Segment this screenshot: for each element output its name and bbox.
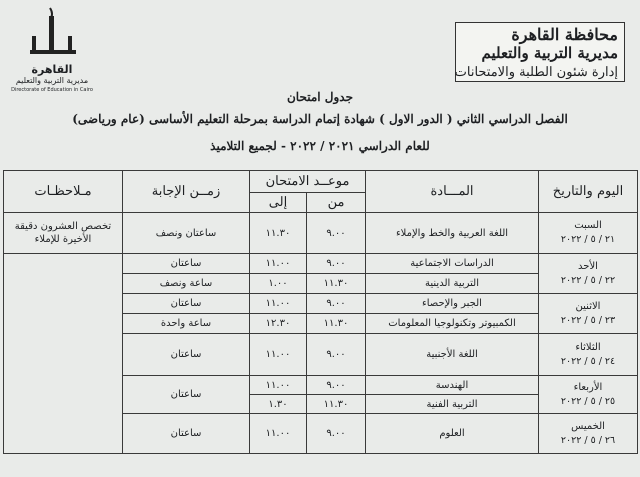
logo-emblem-icon xyxy=(22,6,82,64)
table-row xyxy=(4,213,638,254)
header-day-date: اليوم والتاريخ xyxy=(539,171,638,213)
to-cell: ١.٠٠ xyxy=(250,274,307,294)
subject-cell: الهندسة xyxy=(366,376,539,395)
exam-schedule-table xyxy=(3,170,638,454)
from-cell: ١١.٣٠ xyxy=(307,314,366,334)
schedule-title: جدول امتحان xyxy=(286,90,353,104)
logo-english: Directorate of Education in Cairo xyxy=(11,87,93,93)
header-exam-time: موعــد الامتحان xyxy=(250,171,366,193)
subject-cell: الجبر والإحصاء xyxy=(366,294,539,314)
header-notes: مـلاحظـات xyxy=(4,171,123,213)
to-cell: ١١.٠٠ xyxy=(250,254,307,274)
subject-cell: التربية الدينية xyxy=(366,274,539,294)
to-cell: ١.٣٠ xyxy=(250,395,307,414)
department-name: إدارة شئون الطلبة والامتحانات xyxy=(454,65,618,80)
duration-cell: ساعتان ونصف xyxy=(123,213,250,254)
exam-date: ٢١ / ٥ / ٢٠٢٢ xyxy=(560,234,616,245)
day-cell-thursday xyxy=(539,414,638,454)
day-name: الأحد xyxy=(578,260,598,272)
subject-cell: التربية الفنية xyxy=(366,395,539,414)
duration-cell: ساعة ونصف xyxy=(123,274,250,294)
header-duration: زمــن الإجابة xyxy=(123,171,250,213)
to-cell: ١١.٠٠ xyxy=(250,334,307,376)
exam-date: ٢٤ / ٥ / ٢٠٢٢ xyxy=(560,355,616,367)
subject-cell: اللغة الأجنبية xyxy=(366,334,539,376)
header-subject: المـــادة xyxy=(366,171,539,213)
table-row xyxy=(4,254,638,274)
directorate-name: مديرية التربية والتعليم xyxy=(481,44,618,62)
school-year: للعام الدراسي ٢٠٢١ / ٢٠٢٢ - لجميع التلاميذ xyxy=(210,139,430,153)
from-cell: ٩.٠٠ xyxy=(307,414,366,454)
day-cell-monday xyxy=(539,294,638,334)
logo-title: القاهرة xyxy=(31,63,73,76)
from-cell: ١١.٣٠ xyxy=(307,274,366,294)
subject-cell: الكمبيوتر وتكنولوجيا المعلومات xyxy=(366,314,539,334)
day-name: الخميس xyxy=(571,420,605,432)
from-cell: ١١.٣٠ xyxy=(307,395,366,414)
duration-cell: ساعتان xyxy=(123,334,250,376)
exam-date: ٢٥ / ٥ / ٢٠٢٢ xyxy=(560,395,616,407)
duration-cell: ساعتان xyxy=(123,254,250,274)
to-cell: ١١.٠٠ xyxy=(250,414,307,454)
day-cell-tuesday xyxy=(539,334,638,376)
subject-cell: الدراسات الاجتماعية xyxy=(366,254,539,274)
header-to: إلى xyxy=(250,193,307,213)
note-cell: تخصص العشرون دقيقة الأخيرة للإملاء xyxy=(4,213,123,254)
duration-cell: ساعتان xyxy=(123,376,250,414)
from-cell: ٩.٠٠ xyxy=(307,254,366,274)
to-cell: ١٢.٣٠ xyxy=(250,314,307,334)
from-cell: ٩.٠٠ xyxy=(307,213,366,254)
duration-cell: ساعتان xyxy=(123,414,250,454)
day-name: الثلاثاء xyxy=(575,341,601,353)
from-cell: ٩.٠٠ xyxy=(307,376,366,395)
duration-cell: ساعة واحدة xyxy=(123,314,250,334)
day-name: الأربعاء xyxy=(573,381,603,393)
governorate-name: محافظة القاهرة xyxy=(511,25,618,44)
from-cell: ٩.٠٠ xyxy=(307,294,366,314)
to-cell: ١١.٠٠ xyxy=(250,294,307,314)
from-cell: ٩.٠٠ xyxy=(307,334,366,376)
day-name: الاثنين xyxy=(575,300,601,312)
schedule-subtitle: الفصل الدراسي الثاني ( الدور الاول ) شهادة إتمام الدراسة بمرحلة التعليم الأساسى (عام ورياضى) xyxy=(72,112,568,126)
to-cell: ١١.٣٠ xyxy=(250,213,307,254)
notes-empty-cell xyxy=(4,254,123,454)
duration-cell: ساعتان xyxy=(123,294,250,314)
exam-date: ٢٢ / ٥ / ٢٠٢٢ xyxy=(560,274,616,286)
subject-cell: العلوم xyxy=(366,414,539,454)
exam-date: ٢٣ / ٥ / ٢٠٢٢ xyxy=(560,314,616,326)
exam-date: ٢٦ / ٥ / ٢٠٢٢ xyxy=(560,434,616,446)
header-from: من xyxy=(307,193,366,213)
subject-cell: اللغة العربية والخط والإملاء xyxy=(366,213,539,254)
logo-subtitle: مديرية التربية والتعليم xyxy=(15,76,89,85)
directorate-header-box xyxy=(455,22,625,82)
day-cell-wednesday xyxy=(539,376,638,414)
to-cell: ١١.٠٠ xyxy=(250,376,307,395)
day-cell-sunday xyxy=(539,254,638,294)
day-name: السبت xyxy=(574,220,602,231)
day-cell-saturday xyxy=(539,213,638,254)
